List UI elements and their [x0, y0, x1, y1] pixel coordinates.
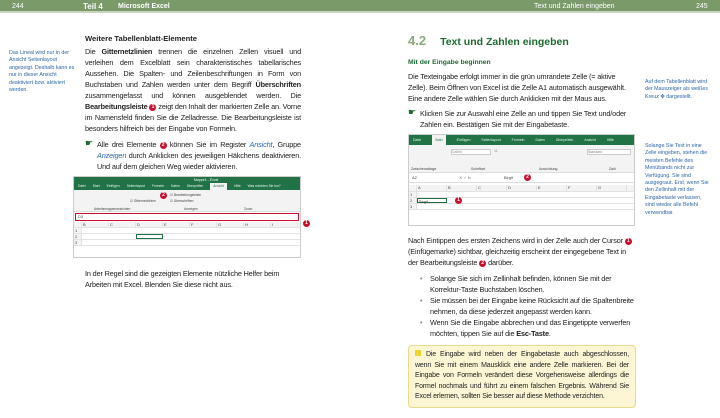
- list-item: • Sie müssen bei der Eingabe keine Rücksicht auf die Spaltenbreite nehmen, da diese jederzeit angepasst werden kann.: [418, 295, 636, 317]
- margin-note: Das Lineal wird nur in der Ansicht Seitenlayout angezeigt. Deshalb kann es nur in dieser Ansicht deaktiviert bzw. aktiviert werden.: [9, 50, 75, 94]
- paragraph: Die Gitternetzlinien trennen die einzelnen Zellen visuell und verleihen dem Excelblatt sein charakteristisches tabellarisches Aussehen. Die Spalten- und Zeilenbeschriftungen in Form von Buchstaben und Zahlen werden unter dem Begriff Überschriften zusammengefasst und können ausgeblendet werden. Die Bearbeitungsleiste 1 zeigt den Inhalt der markierten Zelle an. Vorne im Namensfeld finden Sie die Zelladresse. Die Bearbeitungsleiste ist besonders hilfreich bei der Eingabe von Formeln.: [85, 47, 301, 133]
- page-number: 245: [696, 3, 708, 10]
- right-text-column: [408, 33, 636, 408]
- marker-2: 2: [160, 192, 167, 199]
- subheading: Mit der Eingabe beginnen: [408, 59, 491, 66]
- paragraph: Die Texteingabe erfolgt immer in die grün umrandete Zelle (= aktive Zelle). Beim Öffnen von Excel ist die Zelle A1 automatisch ausgewählt. Eine andere Zelle wählen Sie durch Anklicken mit der Maus aus.: [408, 72, 626, 103]
- margin-note: Solange Sie Text in eine Zelle eingeben, stehen die meisten Befehle des Menübands nicht zur Verfügung. Sie sind ausgegraut. Erst, wenn Sie den Zellinhalt mit der Eingabetaste verlassen, sind wieder alle Befehl verwendbar.: [645, 143, 709, 216]
- formula-bar: D3: [75, 213, 299, 221]
- info-callout: Die Eingabe wird neben der Eingabetaste auch abgeschlossen, wenn Sie mit einem Mausklick eine andere Zelle markieren. Bei der Eingabe von Formeln verändert diese Vorgehensweise allerdings die Formel nochmals und führt zu einem falschen Ergebnis. Während Sie Excel erlernen, sollten Sie besser auf diese Methode verzichten.: [408, 345, 636, 408]
- marker-1: 1: [625, 238, 632, 245]
- bullet-list: [418, 273, 636, 339]
- active-cell[interactable]: Birgit: [417, 198, 447, 203]
- marker-1: 1: [455, 197, 462, 204]
- paragraph: Nach Eintippen des ersten Zeichens wird in der Zelle auch der Cursor 1 (Einfügemarke) sichtbar, gleichzeitig erscheint der eingegebene Text in der Bearbeitungsleiste 2 darüber.: [408, 235, 636, 268]
- pointing-hand-icon: ☛: [408, 107, 416, 117]
- marker-2: 2: [524, 174, 531, 181]
- pointing-hand-icon: ☛: [85, 138, 93, 148]
- window-title: Mappe1 - Excel: [74, 177, 300, 183]
- margin-note: Auf dem Tabellenblatt wird der Mauszeiger als weißes Kreuz ✥ dargestellt.: [645, 79, 708, 100]
- marker-1: 1: [149, 104, 156, 111]
- marker-2: 2: [479, 260, 486, 267]
- tip-paragraph: ☛ Alle drei Elemente 2 können Sie im Register Ansicht, Gruppe Anzeigen durch Anklicken des jeweiligen Häkchens deaktivieren. Und auf dem gleichen Weg wieder aktivieren.: [85, 138, 301, 171]
- note-square-icon: [415, 350, 421, 356]
- section-heading: Weitere Tabellenblatt-Elemente: [85, 34, 197, 43]
- right-running-header: [360, 0, 720, 13]
- left-text-column: [75, 34, 308, 290]
- paragraph: In der Regel sind die gezeigten Elemente nützliche Helfer beim Arbeiten mit Excel. Blenden Sie diese nicht aus.: [85, 269, 280, 289]
- excel-screenshot-ansicht: Mappe1 - Excel Datei Start Einfügen Seitenlayout Formeln Daten Überprüfen Ansicht Hilfe Was möchten Sie tun? ☑ Bearbeitungsleiste ☑ Gitternetzlinien ☑ Überschriften 2 Arbeitsmappenansichten Anzeigen Zoom D3 B C D E F G H I 1 2 3: [73, 176, 301, 258]
- part-title: Microsoft Excel: [118, 3, 170, 10]
- tip-paragraph: ☛ Klicken Sie zur Auswahl eine Zelle an und tippen Sie Text und/oder Zahlen ein. Bestätigen Sie mit der Eingabetaste.: [408, 107, 627, 129]
- list-item: • Solange Sie sich im Zellinhalt befinden, können Sie mit der Korrektur-Taste Buchstaben löschen.: [418, 273, 636, 295]
- formula-bar: A2 ✕ ✓ fx Birgit 2: [409, 173, 634, 183]
- list-item: • Wenn Sie die Eingabe abbrechen und das Eingetippte verwerfen möchten, tippen Sie auf die Esc-Taste.: [418, 317, 636, 339]
- left-running-header: [0, 0, 360, 13]
- excel-screenshot-start: Datei Start Einfügen Seitenlayout Formeln Daten Überprüfen Ansicht Hilfe Calibri 11 Standard Zwischenablage Schriftart Ausrichtung Zahl A2 ✕ ✓ fx Birgit 2 A B C D E F G 1 2 Birgit 1 3: [408, 134, 635, 226]
- part-label: Teil 4: [83, 2, 103, 11]
- page-number: 244: [12, 3, 24, 10]
- marker-1: 1: [303, 220, 310, 227]
- running-title: Text und Zahlen eingeben: [534, 3, 615, 10]
- marker-2: 2: [160, 142, 167, 149]
- section-title: 4.2 Text und Zahlen eingeben: [408, 33, 569, 48]
